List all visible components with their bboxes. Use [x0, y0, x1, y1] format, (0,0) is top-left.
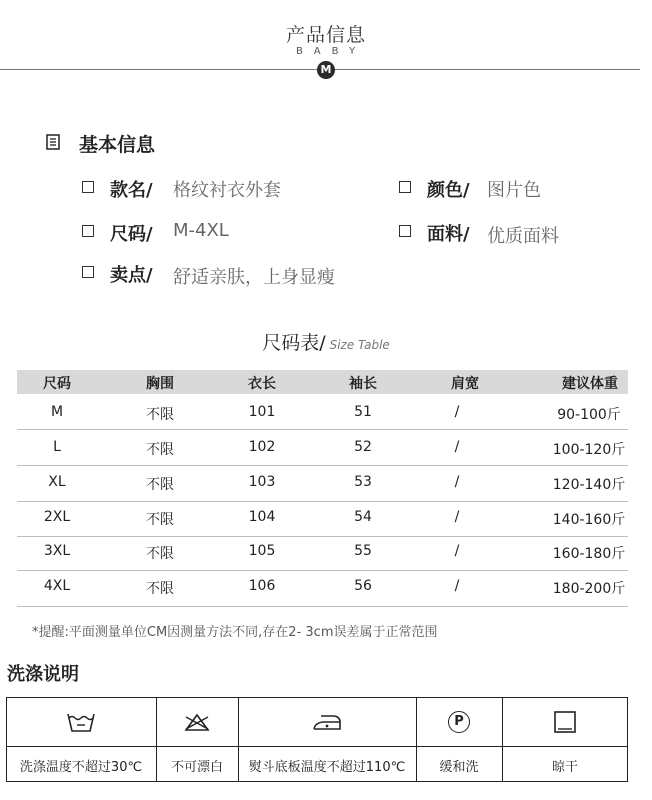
- row-divider: [17, 501, 628, 502]
- wash-instruction-text: 洗涤温度不超过30℃: [19, 760, 143, 775]
- table-cell: 106: [248, 578, 276, 594]
- info-value-fabric: 优质面料: [487, 226, 559, 247]
- table-cell: 101: [248, 404, 276, 420]
- table-cell: 102: [248, 439, 276, 455]
- table-cell: /: [454, 474, 460, 490]
- table-cell: 56: [354, 578, 372, 594]
- checkbox-icon: [82, 266, 94, 278]
- table-cell: 不限: [146, 581, 174, 597]
- wash-instruction-text: 熨斗底板温度不超过110℃: [248, 760, 406, 775]
- table-cell: 不限: [146, 442, 174, 458]
- table-cell: 160-180斤: [552, 546, 626, 562]
- info-label-fabric: 面料/: [427, 224, 470, 245]
- size-circle-badge: M: [317, 61, 335, 79]
- table-row: [17, 472, 628, 494]
- table-cell: 100-120斤: [552, 442, 626, 458]
- table-cell: 不限: [146, 512, 174, 528]
- table-cell: 90-100斤: [557, 407, 621, 423]
- table-cell: 不限: [146, 546, 174, 562]
- info-label-size: 尺码/: [110, 224, 153, 245]
- no-bleach-icon: [156, 707, 238, 737]
- basic-info-title: 基本信息: [79, 134, 156, 156]
- dry-square-icon: [502, 707, 628, 737]
- dry-clean-p-icon: [416, 707, 502, 737]
- header-cell: 胸围: [146, 376, 174, 392]
- size-table-title: [0, 328, 652, 355]
- table-cell: 51: [354, 404, 372, 420]
- table-row: [17, 507, 628, 529]
- table-cell: L: [53, 439, 61, 455]
- table-row: [17, 437, 628, 459]
- table-cell: 55: [354, 543, 372, 559]
- table-cell: M: [50, 404, 64, 420]
- row-divider: [6, 746, 628, 747]
- table-row: [17, 576, 628, 598]
- header-cell: 尺码: [43, 376, 71, 392]
- dry-clean-letter: P: [448, 711, 470, 733]
- table-cell: 不限: [146, 407, 174, 423]
- row-divider: [17, 536, 628, 537]
- header-cell: 衣长: [248, 376, 276, 392]
- info-label-color: 颜色/: [427, 180, 470, 201]
- page-subtitle: BABY: [295, 46, 367, 57]
- row-divider: [17, 606, 628, 607]
- wash-instruction-text: 不可漂白: [170, 760, 223, 775]
- table-cell: 105: [248, 543, 276, 559]
- row-divider: [17, 429, 628, 430]
- checkbox-icon: [399, 225, 411, 237]
- table-cell: 53: [354, 474, 372, 490]
- checkbox-icon: [82, 181, 94, 193]
- wash-tub-icon: [6, 707, 156, 737]
- iron-icon: [238, 707, 416, 737]
- header-cell: 肩宽: [451, 376, 479, 392]
- table-cell: 140-160斤: [552, 512, 626, 528]
- table-cell: 104: [248, 509, 276, 525]
- info-label-style: 款名/: [110, 180, 153, 201]
- wash-instruction-text: 晾干: [551, 760, 578, 775]
- table-cell: 3XL: [43, 543, 71, 559]
- info-label-selling-point: 卖点/: [110, 265, 153, 286]
- table-cell: 54: [354, 509, 372, 525]
- header-cell: 建议体重: [562, 376, 618, 392]
- info-value-selling-point: 舒适亲肤，上身显瘦: [173, 267, 335, 288]
- checkbox-icon: [82, 225, 94, 237]
- table-cell: 120-140斤: [552, 477, 626, 493]
- table-cell: 180-200斤: [552, 581, 626, 597]
- table-row: [17, 402, 628, 424]
- table-cell: /: [454, 578, 460, 594]
- document-icon: [46, 134, 60, 150]
- table-row: [17, 541, 628, 563]
- table-cell: 103: [248, 474, 276, 490]
- info-value-style: 格纹衬衣外套: [173, 180, 281, 201]
- table-cell: /: [454, 439, 460, 455]
- table-cell: /: [454, 404, 460, 420]
- table-cell: 4XL: [43, 578, 71, 594]
- header-cell: 袖长: [349, 376, 377, 392]
- washing-title: 洗涤说明: [7, 664, 79, 685]
- wash-instruction-text: 缓和洗: [439, 760, 479, 775]
- table-cell: /: [454, 543, 460, 559]
- size-table-title-cn: 尺码表/: [262, 332, 326, 354]
- measurement-note: *提醒:平面测量单位CM因测量方法不同,存在2- 3cm误差属于正常范围: [32, 625, 438, 640]
- table-cell: /: [454, 509, 460, 525]
- size-table-title-en: Size Table: [329, 338, 390, 352]
- row-divider: [17, 465, 628, 466]
- size-table-header: [17, 370, 628, 394]
- table-cell: 不限: [146, 477, 174, 493]
- page-title: 产品信息: [285, 24, 366, 46]
- info-value-color: 图片色: [487, 180, 541, 201]
- table-cell: XL: [48, 474, 66, 490]
- info-value-size: M-4XL: [173, 220, 229, 241]
- table-cell: 52: [354, 439, 372, 455]
- table-cell: 2XL: [43, 509, 71, 525]
- checkbox-icon: [399, 181, 411, 193]
- row-divider: [17, 570, 628, 571]
